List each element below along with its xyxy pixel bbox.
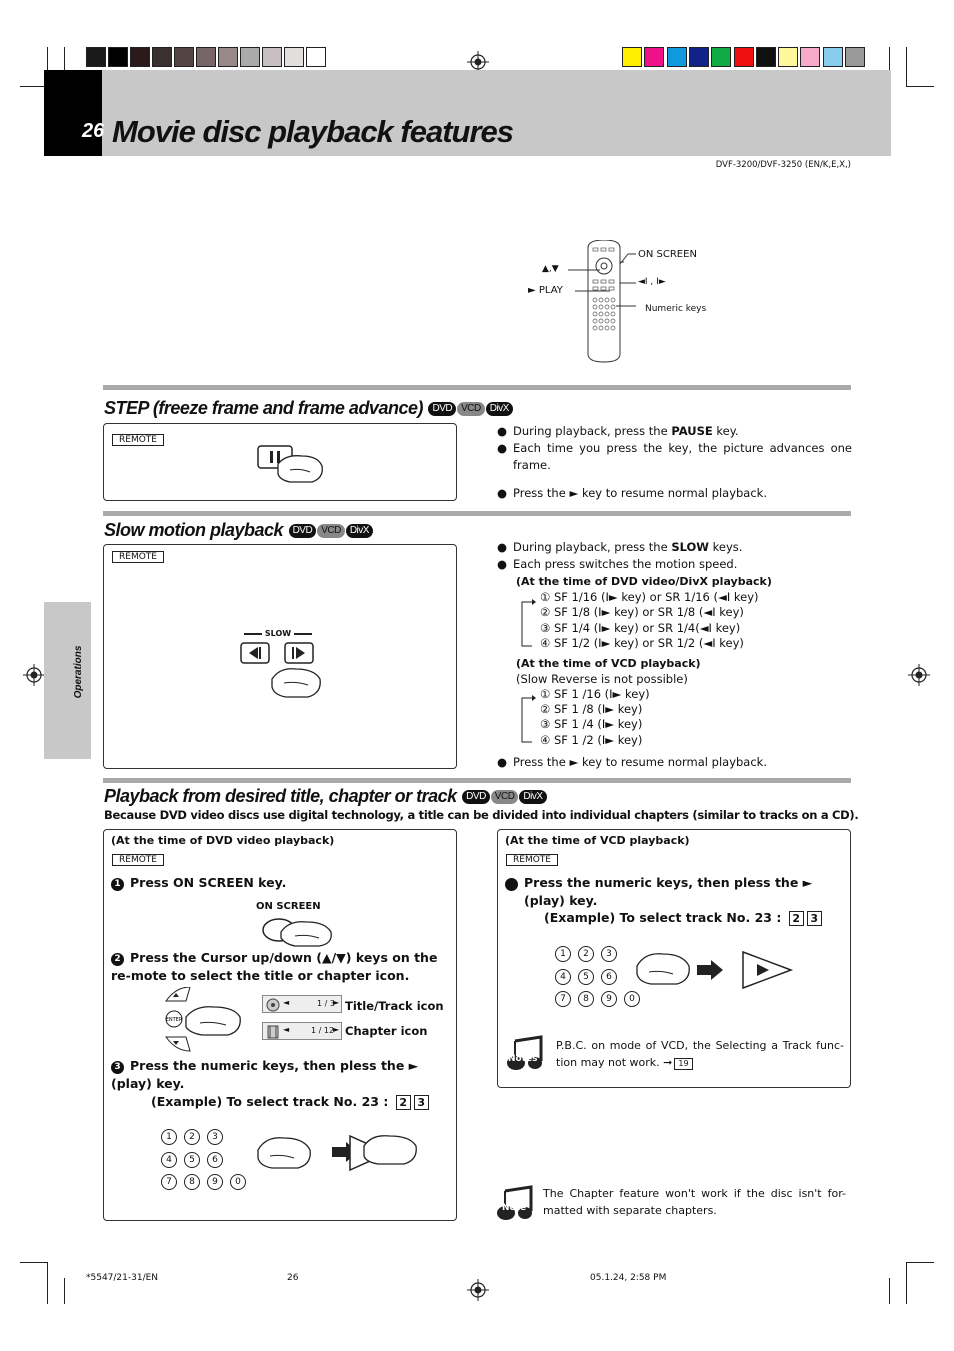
notes-icon [507,1035,543,1071]
color-swatch [689,47,709,67]
skip-callout: ◄I , I► [638,277,666,287]
gray-swatch [240,47,260,67]
slow-title-text: Slow motion playback [104,520,284,540]
section-divider [103,385,851,390]
footer-page: 26 [287,1273,299,1283]
dvd-playback-panel [103,829,457,1221]
divx-badge: DivX [519,790,546,804]
numeric-keypad-row: 1 2 3 [161,1128,230,1144]
gray-swatch [306,47,326,67]
step-bullet: ● Each time you press the key, the picture advances one frame. [497,441,852,472]
step-title-text: STEP (freeze frame and frame advance) [104,398,423,418]
title-track-icon-label: Title/Track icon [345,999,444,1013]
notes-label: Notes [508,1054,538,1064]
vcd-badge: VCD [457,402,485,416]
pause-key-press-icon [256,442,328,484]
chapter-icon-label: Chapter icon [345,1024,428,1038]
gray-swatch [174,47,194,67]
remote-tag: REMOTE [506,854,558,866]
title-disc-icon [266,998,280,1012]
gray-swatch [284,47,304,67]
divx-badge: DivX [346,524,373,538]
vcd-playback-panel [497,829,851,1088]
color-swatch [622,47,642,67]
chapter-osd: ◄ 1 / 12 ► [262,1022,342,1040]
press-then-play-icon [254,1130,424,1180]
playback-section-title [104,786,547,807]
color-swatch [667,47,687,67]
bottom-note-text: The Chapter feature won't work if the disc isn't for-matted with separate chapters. [543,1187,846,1217]
numeric-keypad-row: 4 5 6 [161,1151,230,1167]
footer-code: *5547/21-31/EN [86,1273,159,1283]
gray-swatch [218,47,238,67]
note-label: Note [502,1203,527,1213]
vcd-slow-item: ④ SF 1 /2 (I► key) [540,733,643,747]
crop-mark [906,1262,934,1263]
crop-mark [906,47,907,87]
slow-bullet: ● Each press switches the motion speed. [497,557,738,571]
dvd-panel-heading: (At the time of DVD video playback) [111,834,335,847]
color-swatch [711,47,731,67]
color-swatch [778,47,798,67]
model-number: DVF-3200/DVF-3250 (EN/K,E,X,) [715,160,851,170]
remote-callout-lines [520,236,740,364]
page-title: Movie disc playback features [112,114,514,149]
slow-bullet: ● During playback, press the SLOW keys. [497,540,743,554]
dvd-slow-item: ① SF 1/16 (I► key) or SR 1/16 (◄I key) [540,590,759,604]
on-screen-key-press-icon [259,914,339,948]
vcd-badge: VCD [491,790,519,804]
remote-tag: REMOTE [112,434,164,446]
remote-diagram [520,236,740,364]
vcd-step-1: 1 Press the numeric keys, then pless the ► (play) key. [498,875,813,908]
slow-panel [103,544,457,769]
vcd-slow-item: ① SF 1 /16 (I► key) [540,687,650,701]
on-screen-key-label: ON SCREEN [256,901,321,912]
dvd-step-1: 1 Press ON SCREEN key. [111,874,451,892]
remote-tag: REMOTE [112,551,164,563]
registration-mark-icon [23,664,45,686]
numeric-callout: Numeric keys [645,304,707,314]
section-divider [103,778,851,783]
color-swatch [756,47,776,67]
press-then-play-icon [633,948,803,996]
svg-text:ENTER: ENTER [165,1017,183,1023]
vcd-slow-item: ③ SF 1 /4 (I► key) [540,717,643,731]
cursor-callout: ▲,▼ [542,264,559,274]
color-swatch [823,47,843,67]
crop-mark [906,1262,907,1304]
vcd-badge: VCD [317,524,345,538]
vcd-note-text: P.B.C. on mode of VCD, the Selecting a Track func-tion may not work. ➞ 19 [556,1039,844,1069]
vcd-slow-item: ② SF 1 /8 (I► key) [540,702,643,716]
dvd-step-2: 2 Press the Cursor up/down (▲/▼) keys on the re-mote to select the title or chapter icon. [111,950,438,983]
dvd-slow-item: ② SF 1/8 (I► key) or SR 1/8 (◄I key) [540,605,744,619]
color-swatch [644,47,664,67]
step-bullet: ● During playback, press the PAUSE key. [497,424,739,438]
slow-section-title [104,520,373,541]
gray-swatch [152,47,172,67]
play-callout: ► PLAY [528,285,563,296]
slow-bullet: ● Press the ► key to resume normal playback. [497,755,767,769]
numeric-keypad-row: 1 2 3 [555,945,624,961]
chapter-film-icon [266,1025,280,1039]
registration-mark-icon [467,1279,489,1301]
numeric-keypad-row: 4 5 6 [555,968,624,984]
color-swatch [800,47,820,67]
gray-swatch [86,47,106,67]
step-panel [103,423,457,501]
header-tab [44,70,105,156]
vcd-slow-note: (Slow Reverse is not possible) [516,672,688,686]
crop-mark [906,86,934,87]
step-bullet: ● Press the ► key to resume normal playback. [497,486,767,500]
cycle-arrow-icon [518,690,536,746]
on-screen-callout: ON SCREEN [638,249,697,260]
gray-swatch [108,47,128,67]
cursor-enter-key-icon [156,987,246,1053]
crop-mark [889,1278,890,1304]
step-section-title [104,398,513,419]
registration-mark-icon [908,664,930,686]
dvd-example: (Example) To select track No. 23 : 2 3 [151,1094,429,1110]
dvd-badge: DVD [462,790,490,804]
crop-mark [20,1262,48,1263]
playback-title-text: Playback from desired title, chapter or track [104,786,457,806]
gray-swatch [196,47,216,67]
crop-mark [64,1278,65,1304]
numeric-keypad-row: 7 8 9 0 [555,990,647,1006]
vcd-panel-heading: (At the time of VCD playback) [505,834,690,847]
remote-tag: REMOTE [112,854,164,866]
vcd-slow-heading: (At the time of VCD playback) [516,657,701,670]
gray-swatch [130,47,150,67]
dvd-slow-heading: (At the time of DVD video/DivX playback) [516,575,772,588]
vcd-example: (Example) To select track No. 23 : 2 3 [544,910,822,926]
dvd-slow-item: ④ SF 1/2 (I► key) or SR 1/2 (◄I key) [540,636,744,650]
side-tab-label: Operations [73,645,84,699]
dvd-step-3: 3 Press the numeric keys, then pless the ► (play) key. [111,1058,419,1091]
playback-intro: Because DVD video discs use digital technology, a title can be divided into individual chapters (similar to tracks on a CD). [104,808,859,822]
cycle-arrow-icon [518,594,536,650]
gray-swatch [262,47,282,67]
slow-keys-press-icon [238,641,328,699]
color-swatch [734,47,754,67]
footer-timestamp: 05.1.24, 2:58 PM [590,1273,667,1283]
numeric-keypad-row: 7 8 9 0 [161,1173,253,1189]
divx-badge: DivX [486,402,513,416]
slow-label: SLOW [238,629,318,638]
color-swatch [845,47,865,67]
crop-mark [47,1262,48,1304]
dvd-badge: DVD [289,524,317,538]
section-divider [103,511,851,516]
page-number: 26 [82,120,105,142]
dvd-badge: DVD [428,402,456,416]
title-track-osd: ◄ 1 / 3 ► [262,995,342,1013]
dvd-slow-item: ③ SF 1/4 (I► key) or SR 1/4(◄I key) [540,621,741,635]
